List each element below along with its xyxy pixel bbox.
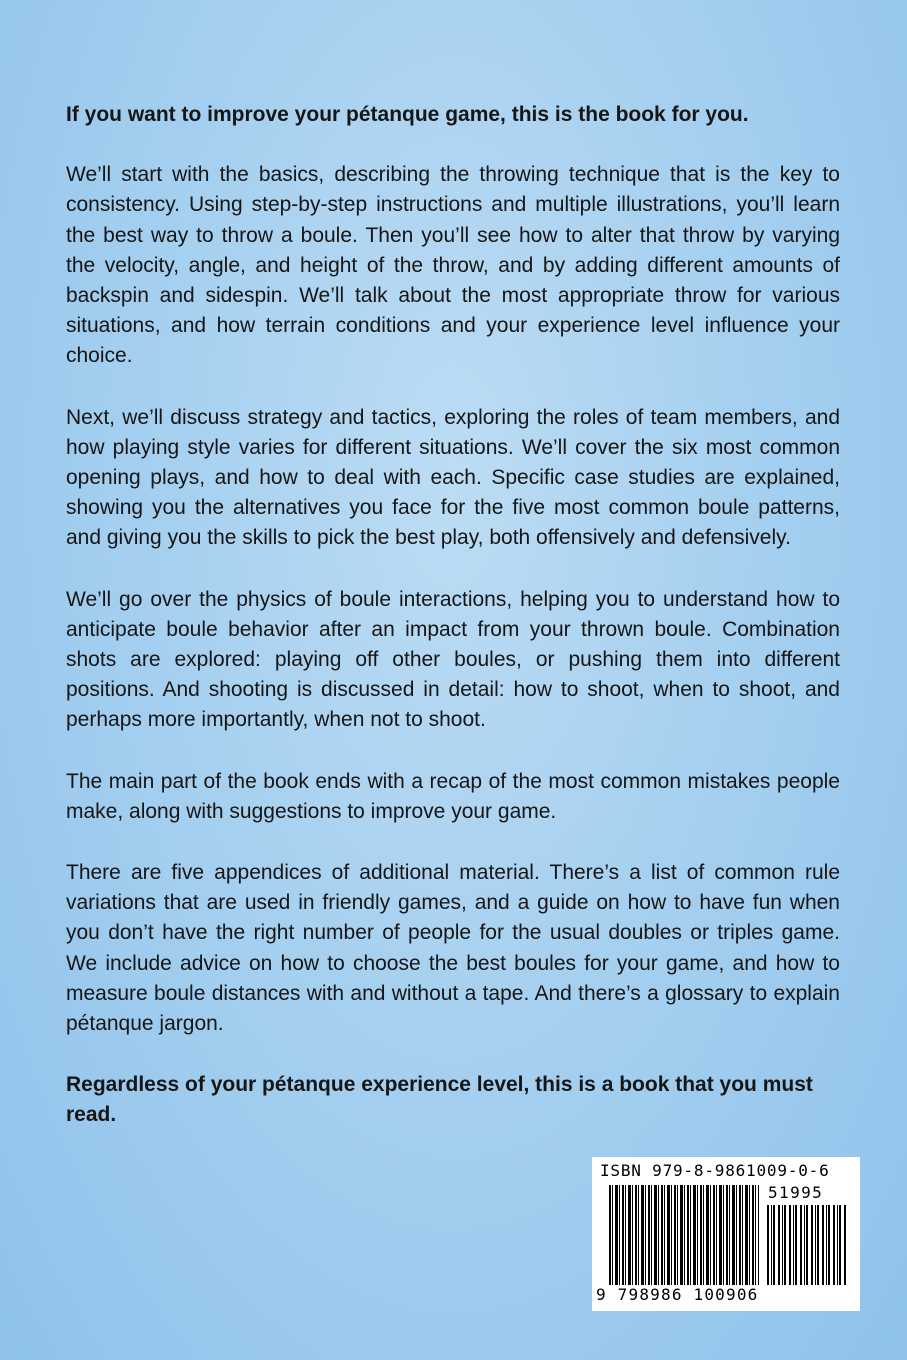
- lead-statement: If you want to improve your pétanque game, this is the book for you.: [66, 103, 749, 126]
- ean-bars: [609, 1185, 759, 1285]
- ean-digits: 9 798986 100906: [596, 1285, 759, 1304]
- price-bars: [767, 1205, 847, 1285]
- isbn-barcode: [592, 1157, 860, 1311]
- paragraph-strategy: Next, we’ll discuss strategy and tactics, exploring the roles of team members, and how playing style varies for different situations. We’ll cover the six most common opening plays, and how to deal with each. Specific case studies are explained, showing you the alternatives you face for the five most common boule patterns, and giving you the skills to pick the best play, both offensively and defensively.: [66, 405, 840, 550]
- price-code: 51995: [768, 1183, 824, 1202]
- paragraph-physics: We’ll go over the physics of boule interactions, helping you to understand how to anticipate boule behavior after an impact from your thrown boule. Combination shots are explored: playing off other boules, or pushing them into different positions. And shooting is discussed in detail: how to shoot, when to shoot, and perhaps more importantly, when not to shoot.: [66, 587, 840, 732]
- paragraph-appendices: There are five appendices of additional material. There’s a list of common rule variations that are used in friendly games, and a guide on how to have fun when you don’t have the right number of people for the usual doubles or triples game. We include advice on how to choose the best boules for your game, and how to measure boule distances with and without a tape. And there’s a glossary to explain pétanque jargon.: [66, 861, 840, 1036]
- back-cover-text: [66, 100, 840, 1131]
- isbn-label: ISBN 979-8-9861009-0-6: [600, 1161, 830, 1180]
- closing-statement: Regardless of your pétanque experience level, this is a book that you must read.: [66, 1073, 813, 1127]
- paragraph-technique: We’ll start with the basics, describing the throwing technique that is the key to consistency. Using step-by-step instructions and multiple illustrations, you’ll learn the best way to throw a boule. Then you’ll see how to alter that throw by varying the velocity, angle, and height of the throw, and by adding different amounts of backspin and sidespin. We’ll talk about the most appropriate throw for various situations, and how terrain conditions and your experience level influence your choice.: [66, 163, 840, 368]
- paragraph-mistakes: The main part of the book ends with a recap of the most common mistakes people make, along with suggestions to improve your game.: [66, 769, 840, 823]
